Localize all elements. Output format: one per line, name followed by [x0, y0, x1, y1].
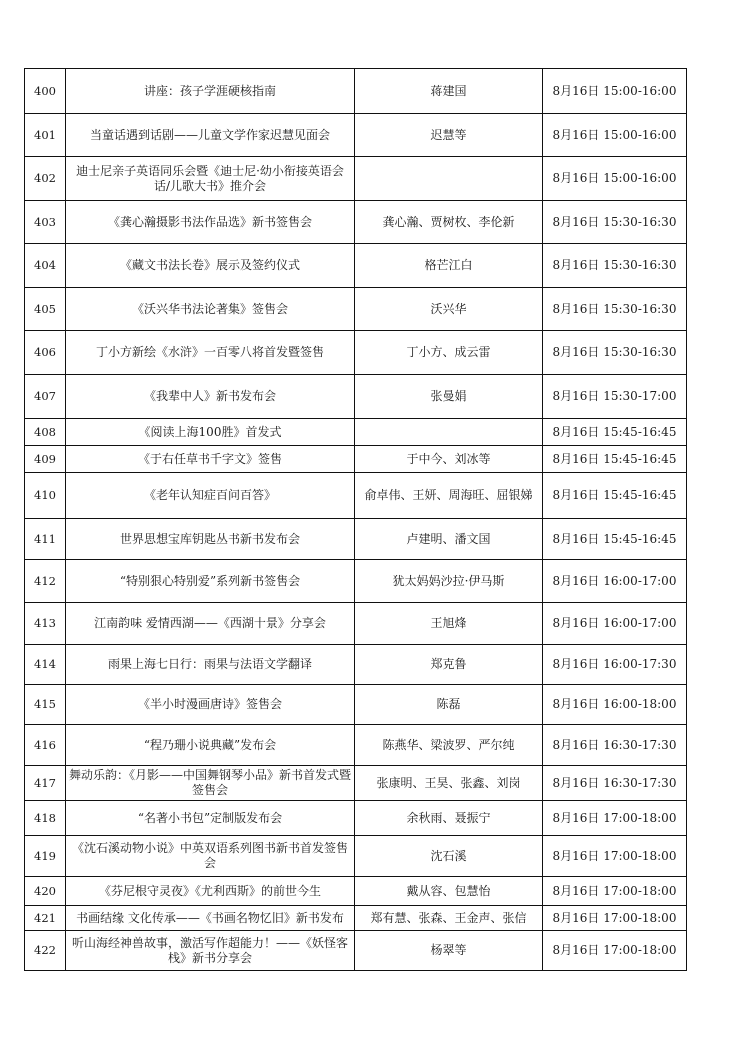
event-guest: 陈磊 [355, 685, 543, 725]
event-time: 8月16日 15:30-16:30 [543, 331, 687, 375]
event-title: 当童话遇到话剧——儿童文学作家迟慧见面会 [66, 114, 355, 157]
event-time: 8月16日 16:30-17:30 [543, 725, 687, 766]
event-row [25, 877, 687, 906]
event-time: 8月16日 16:00-17:30 [543, 645, 687, 685]
event-time: 8月16日 16:30-17:30 [543, 766, 687, 801]
event-row [25, 766, 687, 801]
event-guest: 迟慧等 [355, 114, 543, 157]
event-row [25, 473, 687, 519]
event-number: 410 [25, 473, 66, 519]
event-time: 8月16日 17:00-18:00 [543, 836, 687, 877]
event-number: 402 [25, 157, 66, 201]
event-row [25, 906, 687, 931]
event-time: 8月16日 16:00-18:00 [543, 685, 687, 725]
event-title: 雨果上海七日行：雨果与法语文学翻译 [66, 645, 355, 685]
event-title: 江南韵味 爱情西湖——《西湖十景》分享会 [66, 603, 355, 645]
event-title: 迪士尼亲子英语同乐会暨《迪士尼·幼小衔接英语会话/儿歌大书》推介会 [66, 157, 355, 201]
event-row [25, 331, 687, 375]
event-number: 409 [25, 446, 66, 473]
event-title: 《龚心瀚摄影书法作品选》新书签售会 [66, 201, 355, 244]
event-number: 411 [25, 519, 66, 560]
event-number: 407 [25, 375, 66, 419]
event-title: “程乃珊小说典藏”发布会 [66, 725, 355, 766]
event-time: 8月16日 16:00-17:00 [543, 603, 687, 645]
event-time: 8月16日 17:00-18:00 [543, 906, 687, 931]
event-schedule-table [24, 68, 687, 971]
event-time: 8月16日 15:30-16:30 [543, 201, 687, 244]
event-number: 406 [25, 331, 66, 375]
event-title: 《芬尼根守灵夜》《尤利西斯》的前世今生 [66, 877, 355, 906]
event-guest: 丁小方、成云雷 [355, 331, 543, 375]
event-number: 405 [25, 288, 66, 331]
event-title: 书画结缘 文化传承——《书画名物忆旧》新书发布 [66, 906, 355, 931]
event-time: 8月16日 15:45-16:45 [543, 419, 687, 446]
event-time: 8月16日 15:45-16:45 [543, 473, 687, 519]
event-number: 400 [25, 69, 66, 114]
event-number: 412 [25, 560, 66, 603]
event-row [25, 519, 687, 560]
event-row [25, 645, 687, 685]
event-time: 8月16日 15:30-16:30 [543, 288, 687, 331]
event-row [25, 375, 687, 419]
event-number: 404 [25, 244, 66, 288]
event-time: 8月16日 15:45-16:45 [543, 519, 687, 560]
event-title: 《于右任草书千字文》签售 [66, 446, 355, 473]
event-guest: 蒋建国 [355, 69, 543, 114]
event-number: 416 [25, 725, 66, 766]
event-guest: 犹太妈妈沙拉·伊马斯 [355, 560, 543, 603]
event-number: 417 [25, 766, 66, 801]
event-title: 听山海经神兽故事，激活写作超能力！——《妖怪客栈》新书分享会 [66, 931, 355, 971]
event-row [25, 419, 687, 446]
event-guest: 郑有慧、张森、王金声、张信 [355, 906, 543, 931]
event-title: 《半小时漫画唐诗》签售会 [66, 685, 355, 725]
event-row [25, 114, 687, 157]
event-guest: 俞卓伟、王妍、周海旺、屈银娣 [355, 473, 543, 519]
event-number: 403 [25, 201, 66, 244]
event-guest: 沃兴华 [355, 288, 543, 331]
event-guest: 张康明、王昊、张鑫、刘岗 [355, 766, 543, 801]
event-title: 丁小方新绘《水浒》一百零八将首发暨签售 [66, 331, 355, 375]
event-row [25, 201, 687, 244]
event-row [25, 725, 687, 766]
event-time: 8月16日 15:30-17:00 [543, 375, 687, 419]
event-row [25, 446, 687, 473]
event-row [25, 560, 687, 603]
event-title: “名著小书包”定制版发布会 [66, 801, 355, 836]
event-guest: 沈石溪 [355, 836, 543, 877]
event-guest: 卢建明、潘文国 [355, 519, 543, 560]
event-time: 8月16日 17:00-18:00 [543, 931, 687, 971]
event-guest: 郑克鲁 [355, 645, 543, 685]
event-row [25, 69, 687, 114]
event-title: 世界思想宝库钥匙丛书新书发布会 [66, 519, 355, 560]
event-guest: 余秋雨、聂振宁 [355, 801, 543, 836]
event-guest [355, 419, 543, 446]
event-guest: 张曼娟 [355, 375, 543, 419]
event-number: 421 [25, 906, 66, 931]
event-time: 8月16日 17:00-18:00 [543, 877, 687, 906]
event-time: 8月16日 15:30-16:30 [543, 244, 687, 288]
event-row [25, 931, 687, 971]
event-title: 《藏文书法长卷》展示及签约仪式 [66, 244, 355, 288]
event-guest [355, 157, 543, 201]
event-number: 420 [25, 877, 66, 906]
event-number: 422 [25, 931, 66, 971]
event-guest: 杨翠等 [355, 931, 543, 971]
event-row [25, 244, 687, 288]
event-number: 414 [25, 645, 66, 685]
event-title: 《沃兴华书法论著集》签售会 [66, 288, 355, 331]
event-row [25, 836, 687, 877]
event-number: 419 [25, 836, 66, 877]
event-title: “特别狠心特别爱”系列新书签售会 [66, 560, 355, 603]
event-row [25, 603, 687, 645]
event-number: 413 [25, 603, 66, 645]
event-number: 401 [25, 114, 66, 157]
event-guest: 王旭烽 [355, 603, 543, 645]
event-guest: 于中今、刘冰等 [355, 446, 543, 473]
event-number: 418 [25, 801, 66, 836]
event-number: 415 [25, 685, 66, 725]
event-title: 舞动乐韵：《月影——中国舞钢琴小品》新书首发式暨签售会 [66, 766, 355, 801]
event-row [25, 288, 687, 331]
event-guest: 戴从容、包慧怡 [355, 877, 543, 906]
event-title: 《阅读上海100胜》首发式 [66, 419, 355, 446]
event-time: 8月16日 15:00-16:00 [543, 157, 687, 201]
event-table-body [25, 69, 687, 971]
event-guest: 陈燕华、梁波罗、严尔纯 [355, 725, 543, 766]
event-time: 8月16日 15:45-16:45 [543, 446, 687, 473]
event-title: 《我辈中人》新书发布会 [66, 375, 355, 419]
event-guest: 格芒江白 [355, 244, 543, 288]
event-time: 8月16日 15:00-16:00 [543, 69, 687, 114]
event-title: 讲座：孩子学涯硬核指南 [66, 69, 355, 114]
event-time: 8月16日 17:00-18:00 [543, 801, 687, 836]
event-title: 《老年认知症百问百答》 [66, 473, 355, 519]
event-number: 408 [25, 419, 66, 446]
event-row [25, 801, 687, 836]
event-time: 8月16日 15:00-16:00 [543, 114, 687, 157]
event-row [25, 157, 687, 201]
event-guest: 龚心瀚、贾树枚、李伦新 [355, 201, 543, 244]
event-row [25, 685, 687, 725]
event-title: 《沈石溪动物小说》中英双语系列图书新书首发签售会 [66, 836, 355, 877]
event-time: 8月16日 16:00-17:00 [543, 560, 687, 603]
